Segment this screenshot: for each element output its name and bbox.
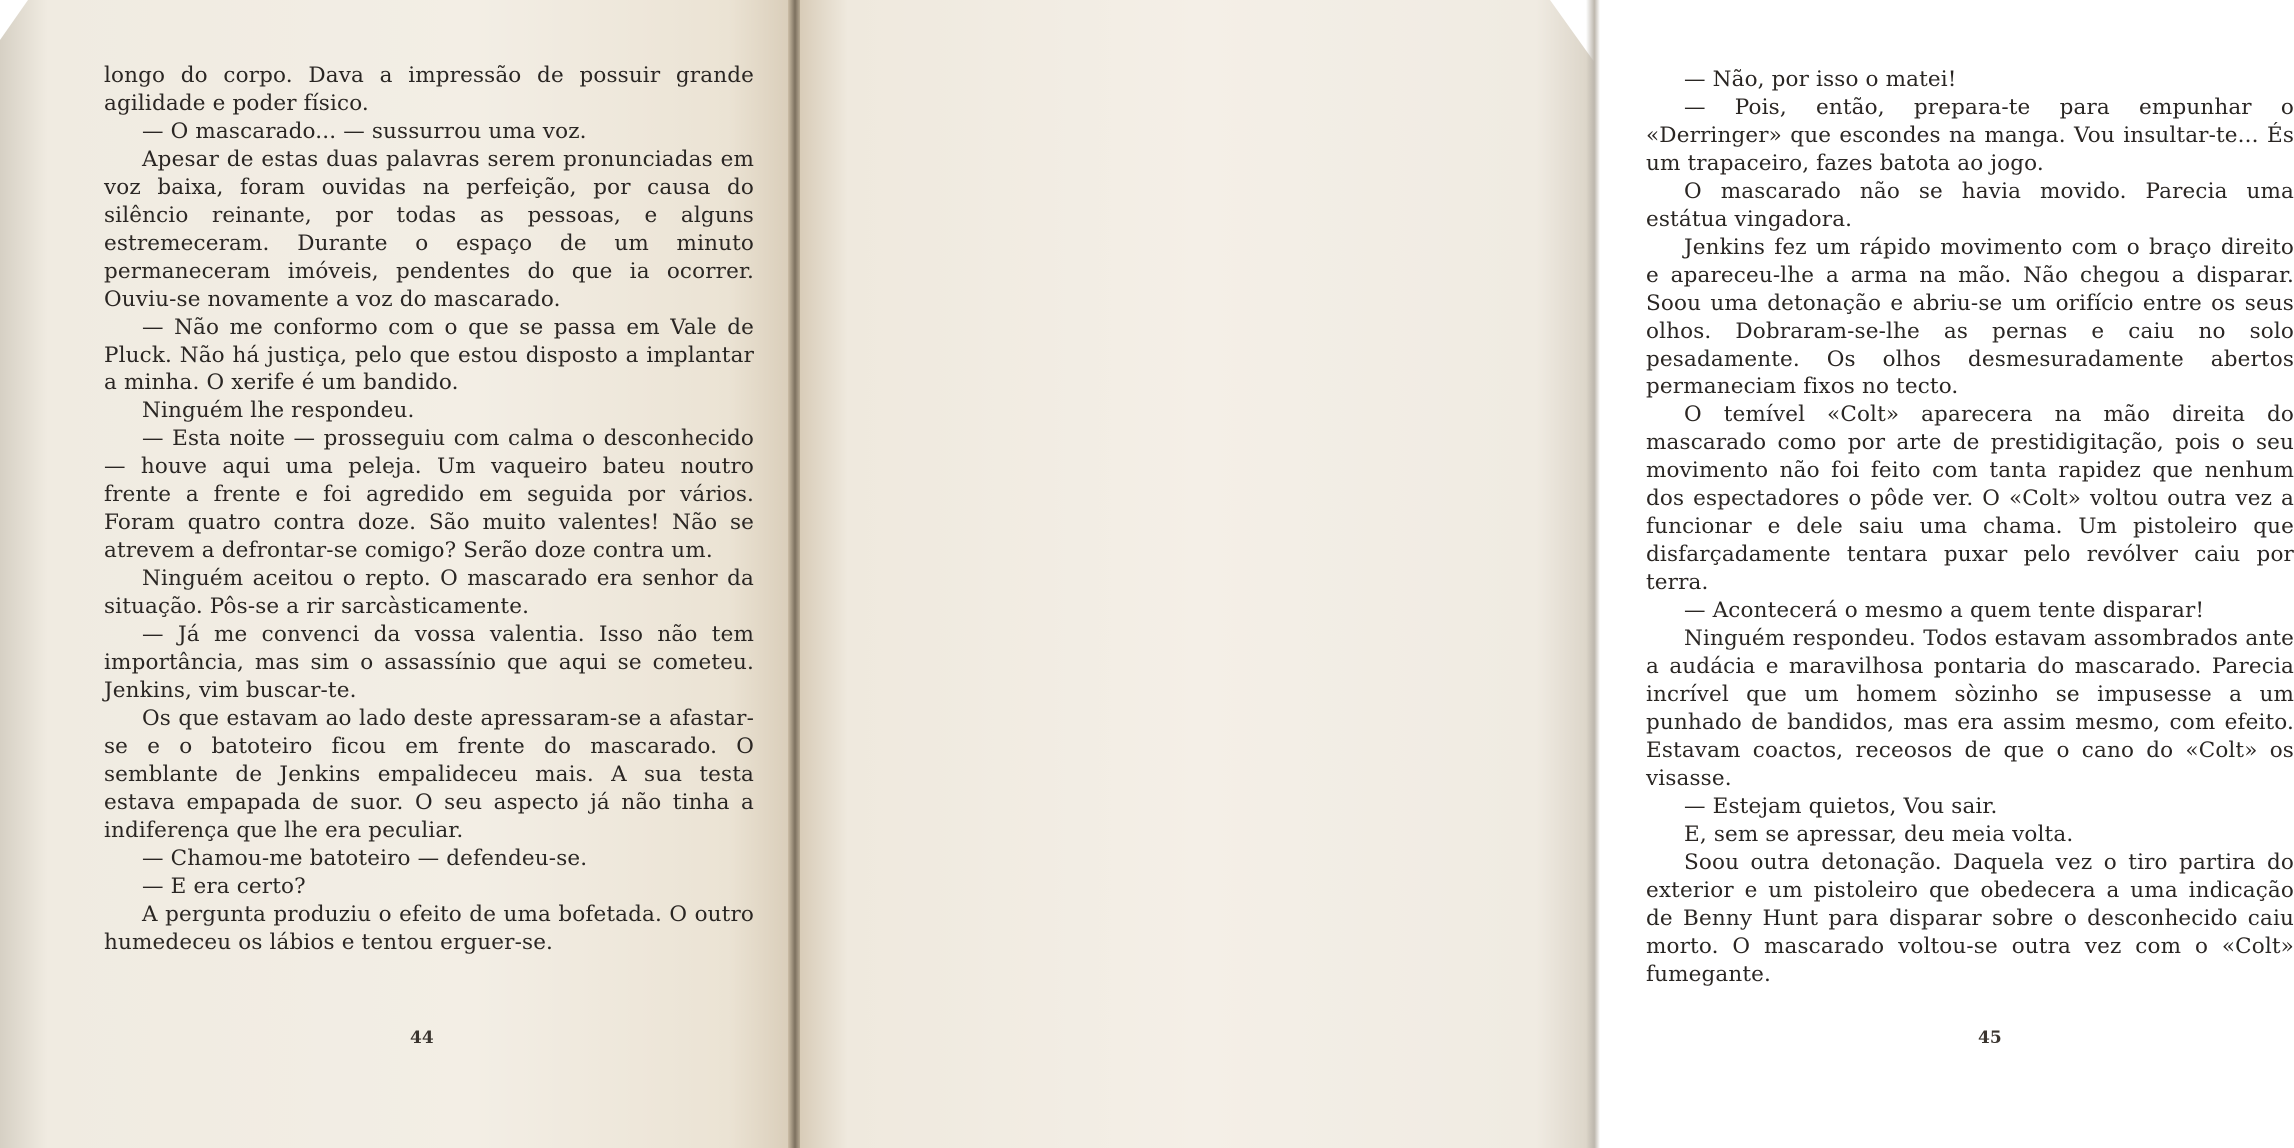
paragraph: O temível «Colt» aparecera na mão direita do mascarado como por arte de prestidigitação, pois o seu movimento não foi feito com tanta rapidez que nenhum dos espectadores o pôde ver. O «Colt» voltou outra vez a funcionar e dele saiu uma chama. Um pistoleiro que disfarçadamente tentara puxar pelo revólver caiu por terra. <box>1646 402 2294 596</box>
paragraph: Apesar de estas duas palavras serem pronunciadas em voz baixa, foram ouvidas na perfeição, por causa do silêncio reinante, por todas as pessoas, e alguns estremeceram. Durante o espaço de um minuto permaneceram imóveis, pendentes do que ia ocorrer. Ouviu-se novamente a voz do mascarado. <box>104 146 754 312</box>
left-page <box>0 0 792 1148</box>
paragraph: — Acontecerá o mesmo a quem tente disparar! <box>1684 598 2205 624</box>
paragraph: Jenkins fez um rápido movimento com o braço direito e apareceu-lhe a arma na mão. Não chegou a disparar. Soou uma detonação e abriu-se um orifício entre os seus olhos. Dobraram-se-lhe as pernas e caiu no solo pesadamente. Os olhos desmesuradamente abertos permaneciam fixos no tecto. <box>1646 234 2294 400</box>
page-edge-right <box>1586 0 1600 1148</box>
page-corner-top-left <box>0 0 28 40</box>
paragraph: — Chamou-me batoteiro — defendeu-se. <box>142 845 588 871</box>
right-page-number: 45 <box>1978 1028 2002 1048</box>
paragraph: — E era certo? <box>142 873 306 899</box>
right-page <box>800 0 2294 1148</box>
paragraph: Os que estavam ao lado deste apressaram-se a afastar-se e o batoteiro ficou em frente do mascarado. O semblante de Jenkins empalideceu mais. A sua testa estava empapada de suor. O seu aspecto já não tinha a indiferença que lhe era peculiar. <box>104 705 754 843</box>
paragraph: longo do corpo. Dava a impressão de possuir grande agilidade e poder físico. <box>104 63 754 116</box>
left-page-number: 44 <box>410 1028 434 1048</box>
paragraph: Ninguém lhe respondeu. <box>142 398 415 424</box>
paragraph: Ninguém aceitou o repto. O mascarado era senhor da situação. Pôs-se a rir sarcàsticamente. <box>104 566 754 620</box>
paragraph: E, sem se apressar, deu meia volta. <box>1684 821 2074 847</box>
paragraph: Soou outra detonação. Daquela vez o tiro partira do exterior e um pistoleiro que obedecera a uma indicação de Benny Hunt para disparar sobre o desconhecido caiu morto. O mascarado voltou-se outra vez com o «Colt» fumegante. <box>1646 849 2294 987</box>
paragraph: — Esta noite — prosseguiu com calma o desconhecido — houve aqui uma peleja. Um vaqueiro bateu noutro frente a frente e foi agredido em seguida por vários. Foram quatro contra doze. São muito valentes! Não se atrevem a defrontar-se comigo? Serão doze contra um. <box>104 426 754 564</box>
paragraph: — O mascarado... — sussurrou uma voz. <box>142 118 587 144</box>
paragraph: — Não, por isso o matei! <box>1684 67 1957 92</box>
paragraph: O mascarado não se havia movido. Parecia uma estátua vingadora. <box>1646 178 2294 232</box>
left-page-text <box>104 62 754 957</box>
paragraph: — Já me convenci da vossa valentia. Isso não tem importância, mas sim o assassínio que aqui se cometeu. Jenkins, vim buscar-te. <box>104 622 754 703</box>
right-page-text <box>1646 66 2294 988</box>
paragraph: A pergunta produziu o efeito de uma bofetada. O outro humedeceu os lábios e tentou erguer-se. <box>104 901 754 955</box>
paragraph: Ninguém respondeu. Todos estavam assombrados ante a audácia e maravilhosa pontaria do mascarado. Parecia incrível que um homem sòzinho se impusesse a um punhado de bandidos, mas era assim mesmo, com efeito. Estavam coactos, receosos de que o cano do «Colt» os visasse. <box>1646 626 2294 791</box>
paragraph: — Não me conformo com o que se passa em Vale de Pluck. Não há justiça, pelo que estou disposto a implantar a minha. O xerife é um bandido. <box>104 314 754 396</box>
paragraph: — Pois, então, prepara-te para empunhar o «Derringer» que escondes na manga. Vou insultar-te... És um trapaceiro, fazes batota ao jogo. <box>1646 94 2294 176</box>
paragraph: — Estejam quietos, Vou sair. <box>1684 793 1998 819</box>
